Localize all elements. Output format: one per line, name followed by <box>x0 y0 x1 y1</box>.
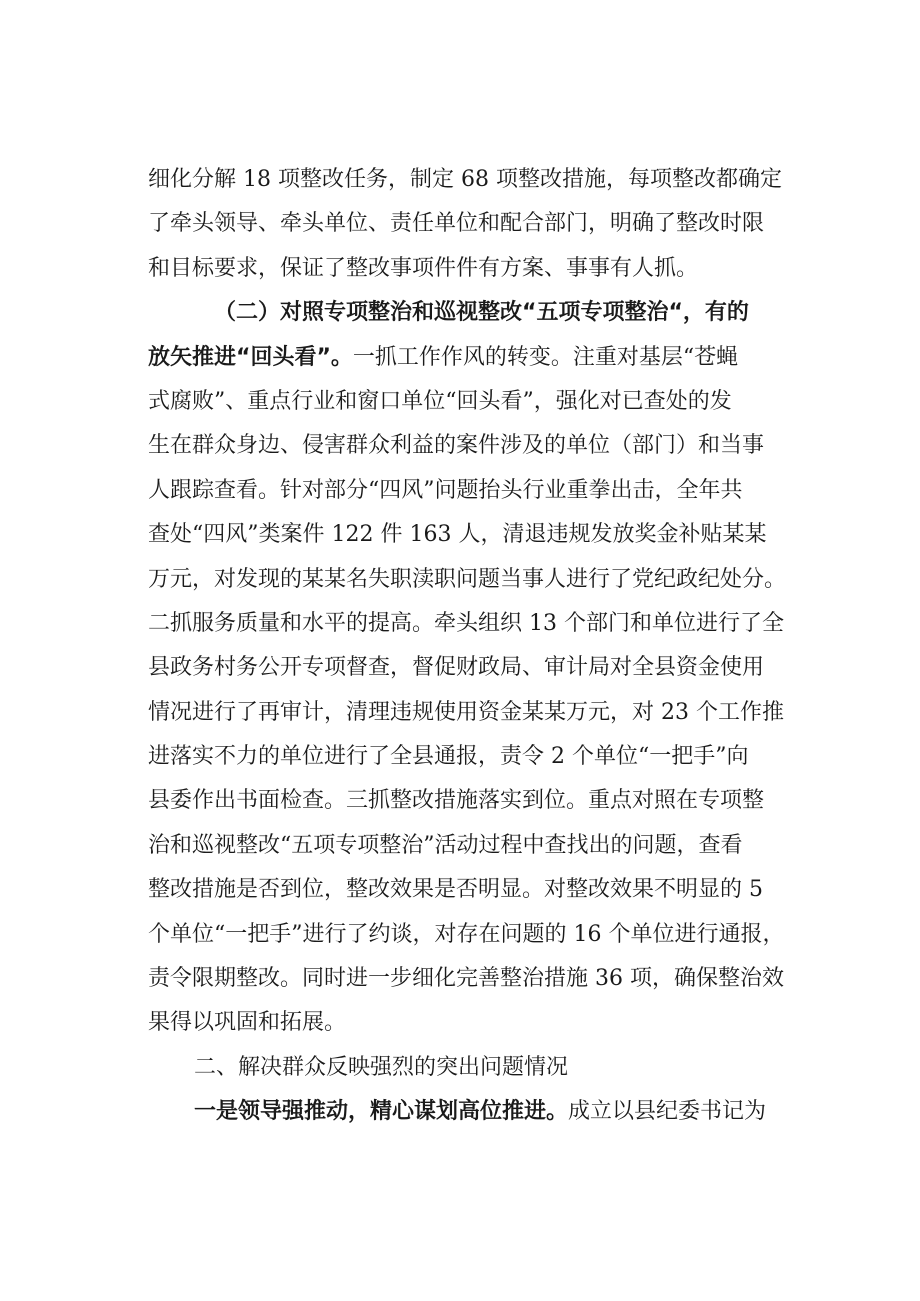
section-heading: 二、解决群众反映强烈的突出问题情况 <box>194 1054 569 1080</box>
text-line: 情况进行了再审计，清理违规使用资金某某万元，对 23 个工作推 <box>148 699 784 725</box>
section-heading-line: （二）对照专项整治和巡视整改“五项专项整治“，有的 <box>214 300 749 326</box>
text-line: 二抓服务质量和水平的提高。牵头组织 13 个部门和单位进行了全 <box>148 610 784 636</box>
text-line: 果得以巩固和拓展。 <box>148 1010 347 1036</box>
text-line: 县政务村务公开专项督查，督促财政局、审计局对全县资金使用 <box>148 655 765 681</box>
text-line: 式腐败”、重点行业和窗口单位“回头看”，强化对已查处的发 <box>148 388 732 414</box>
text-line: 万元，对发现的某某名失职渎职问题当事人进行了党纪政纪处分。 <box>148 566 787 592</box>
text-line: 整改措施是否到位，整改效果是否明显。对整改效果不明显的 5 <box>148 877 763 903</box>
text-line: 治和巡视整改“五项专项整治”活动过程中查找出的问题，查看 <box>148 832 743 858</box>
text-line: 细化分解 18 项整改任务，制定 68 项整改措施，每项整改都确定 <box>148 167 782 192</box>
text-line: 了牵头领导、牵头单位、责任单位和配合部门，明确了整改时限 <box>148 211 765 237</box>
text-line: 县委作出书面检查。三抓整改措施落实到位。重点对照在专项整 <box>148 788 765 814</box>
body-text <box>148 158 808 1135</box>
text-line: 个单位“一把手”进行了约谈，对存在问题的 16 个单位进行通报， <box>148 921 785 947</box>
text-line: 一是领导强推动，精心谋划高位推进。成立以县纪委书记为 <box>194 1099 767 1125</box>
text-line: 责令限期整改。同时进一步细化完善整治措施 36 项，确保整治效 <box>148 966 784 992</box>
text-line: 人跟踪查看。针对部分“四风”问题抬头行业重拳出击，全年共 <box>148 477 743 503</box>
text-line: 放矢推进“回头看”。一抓工作作风的转变。注重对基层“苍蝇 <box>148 344 739 370</box>
text-line: 查处“四风”类案件 122 件 163 人，清退违规发放奖金补贴某某 <box>148 522 767 548</box>
text-line: 生在群众身边、侵害群众利益的案件涉及的单位（部门）和当事 <box>148 433 765 459</box>
text-line: 进落实不力的单位进行了全县通报，责令 2 个单位“一把手”向 <box>148 744 749 770</box>
text-line: 和目标要求，保证了整改事项件件有方案、事事有人抓。 <box>148 255 699 281</box>
